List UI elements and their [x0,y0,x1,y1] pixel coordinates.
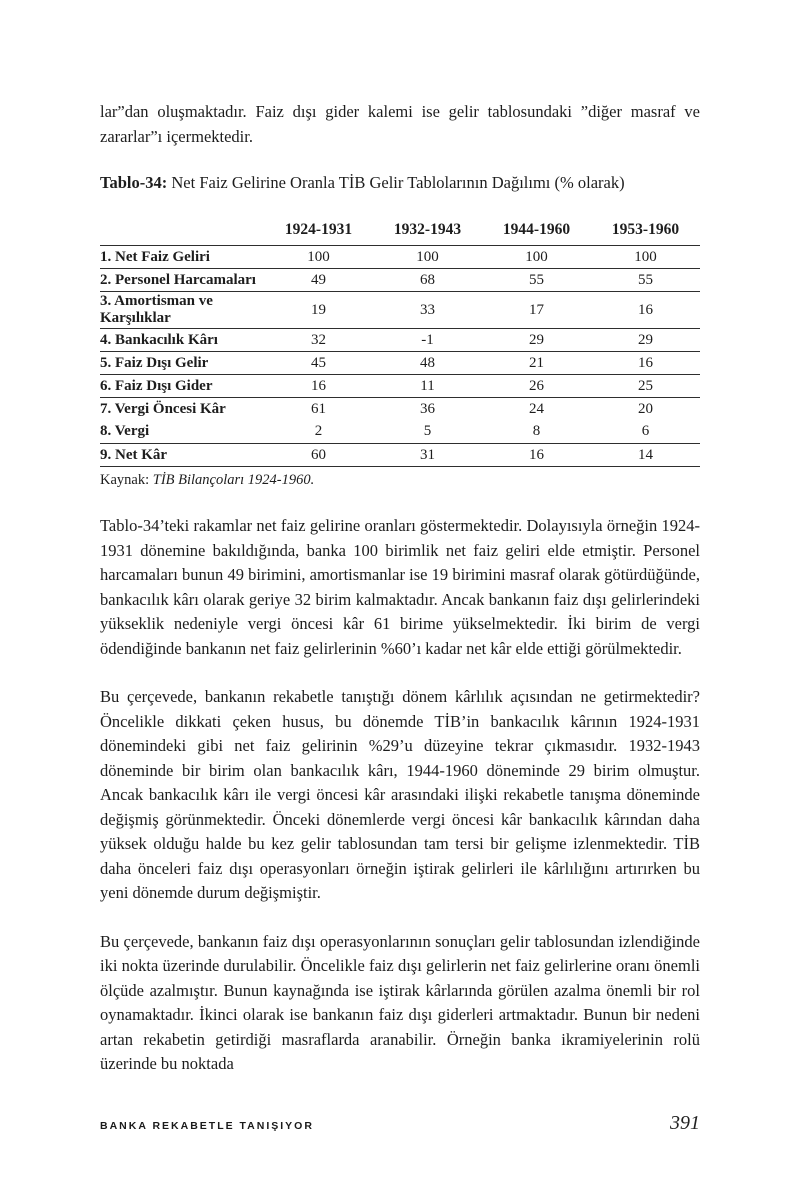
cell-value: 45 [264,352,373,375]
table-title [100,171,700,195]
cell-value: 100 [591,246,700,269]
table-row [100,246,700,269]
row-label: 5. Faiz Dışı Gelir [100,352,264,375]
table-number-label: Tablo-34: [100,173,168,192]
paragraph-3: Bu çerçevede, bankanın faiz dışı operasyonlarının sonuçları gelir tablosundan izlendiğinde iki nokta üzerinde durulabilir. Öncelikle faiz dışı gelirlerin net faiz gelirlerine oranı önemli ölçüde azalmıştır. Bunun kaynağında ise iştirak kârlarında görülen azalma önemli bir rol oynamaktadır. İkinci olarak ise bankanın faiz dışı giderleri artmaktadır. Bunun bir nedeni artan rekabetin getirdiği masraflarda aranabilir. Örneğin banka ikramiyelerinin rolü üzerinde bu noktada [100,931,700,1073]
source-label: Kaynak: [100,472,153,488]
table-source-note [100,470,700,490]
cell-value: 29 [591,329,700,352]
row-label: 7. Vergi Öncesi Kâr [100,400,226,417]
cell-value: 29 [482,329,591,352]
row-label: 8. Vergi [100,421,264,444]
cell-value: 100 [264,246,373,269]
cell-value: 14 [591,444,700,467]
cell-value: 21 [482,352,591,375]
cell-value: 20 [638,400,653,417]
page-number: 391 [670,1112,700,1134]
table-body [100,246,700,467]
row-label: 3. Amortisman ve Karşılıklar [100,292,264,329]
row-label: 9. Net Kâr [100,444,264,467]
paragraph-1: Tablo-34’teki rakamlar net faiz gelirine oranları göstermektedir. Dolayısıyla örneğin 1924-1931 dönemine bakıldığında, banka 100 birimlik net faiz geliri elde etmiştir. Personel harcamaları bunun 49 birimini, amortismanlar ise 19 birimini masraf olarak götürdüğünde, bankacılık kârı olarak geriye 32 birim kalmaktadır. Ancak bankanın faiz dışı gelirlerindeki yükseklik nedeniyle vergi öncesi kâr 61 birime yükselmektedir. İki birim de vergi ödendiğinde bankanın net faiz gelirlerinin %60’ı kadar net kâr elde ettiği görülmektedir. [100,516,700,658]
cell-value: 36 [420,400,435,417]
paragraph-2: Bu çerçevede, bankanın rekabetle tanıştığı dönem kârlılık açısından ne getirmektedir? Öncelikle dikkati çeken husus, bu dönemde TİB’in bankacılık kârının 1924-1931 dönemindeki gibi net faiz gelirinin %29’u düzeyine tekrar çıkmasıdır. 1932-1943 döneminde bir birim olan bankacılık kârı, 1944-1960 döneminde 29 birim olmuştur. Ancak bankacılık kârı ile vergi öncesi kâr arasındaki ilişki rekabetle tanışma döneminde değişmiş görünmektedir. Önceki dönemlerde vergi öncesi kâr bankacılık kârından daha yüksek olduğu halde bu kez gelir tablosundan tam tersi bir gelişme izlenmektedir. TİB daha önceleri faiz dışı operasyonları örneğin iştirak gelirleri ile kârlılığını artırırken bu yeni dönemde durum değişmiştir. [100,687,700,902]
cell-value: 31 [373,444,482,467]
table-header-row [100,219,700,246]
cell-value: 33 [373,292,482,329]
table-row [100,444,700,467]
cell-value: 16 [482,444,591,467]
cell-value: 68 [373,269,482,292]
cell-value: 2 [264,421,373,444]
cell-value: 8 [482,421,591,444]
table-header-empty-cell [100,219,264,246]
table-title-text: Net Faiz Gelirine Oranla TİB Gelir Tablolarının Dağılımı (% olarak) [167,173,625,192]
source-citation: TİB Bilançoları 1924-1960. [152,472,315,488]
cell-value: 100 [373,246,482,269]
cell-value: 6 [591,421,700,444]
table-row [100,352,700,375]
cell-value: 60 [264,444,373,467]
table-row [100,375,700,398]
row-label: 2. Personel Harcamaları [100,269,264,292]
running-head: BANKA REKABETLE TANIŞIYOR [100,1120,314,1132]
table-header [100,219,700,246]
table-header-period-1924-1931: 1924-1931 [264,219,373,246]
page-footer [100,1112,700,1135]
table-row [100,398,700,421]
text-block [100,0,700,1077]
cell-value: 61 [311,400,326,417]
paragraph-continuation: lar”dan oluşmaktadır. Faiz dışı gider kalemi ise gelir tablosundaki ”diğer masraf ve zararlar”ı içermektedir. [100,102,700,146]
table-row [100,421,700,444]
table-row [100,329,700,352]
cell-value: -1 [373,329,482,352]
table-row [100,292,700,329]
row-label: 4. Bankacılık Kârı [100,329,264,352]
cell-value: 24 [529,400,544,417]
cell-value: 25 [591,375,700,398]
cell-value: 16 [591,292,700,329]
cell-value: 16 [591,352,700,375]
row-label: 6. Faiz Dışı Gider [100,375,264,398]
cell-value: 48 [373,352,482,375]
cell-value: 19 [264,292,373,329]
cell-value: 55 [591,269,700,292]
table-header-period-1932-1943: 1932-1943 [373,219,482,246]
table-header-period-1953-1960: 1953-1960 [591,219,700,246]
table-34 [100,219,700,467]
cell-value: 16 [264,375,373,398]
cell-value: 55 [482,269,591,292]
table-row [100,269,700,292]
table-header-period-1944-1960: 1944-1960 [482,219,591,246]
cell-value: 26 [482,375,591,398]
cell-value: 100 [482,246,591,269]
cell-value: 17 [482,292,591,329]
cell-value: 11 [373,375,482,398]
cell-value: 5 [373,421,482,444]
cell-value: 49 [264,269,373,292]
cell-value: 32 [264,329,373,352]
row-label: 1. Net Faiz Geliri [100,246,264,269]
